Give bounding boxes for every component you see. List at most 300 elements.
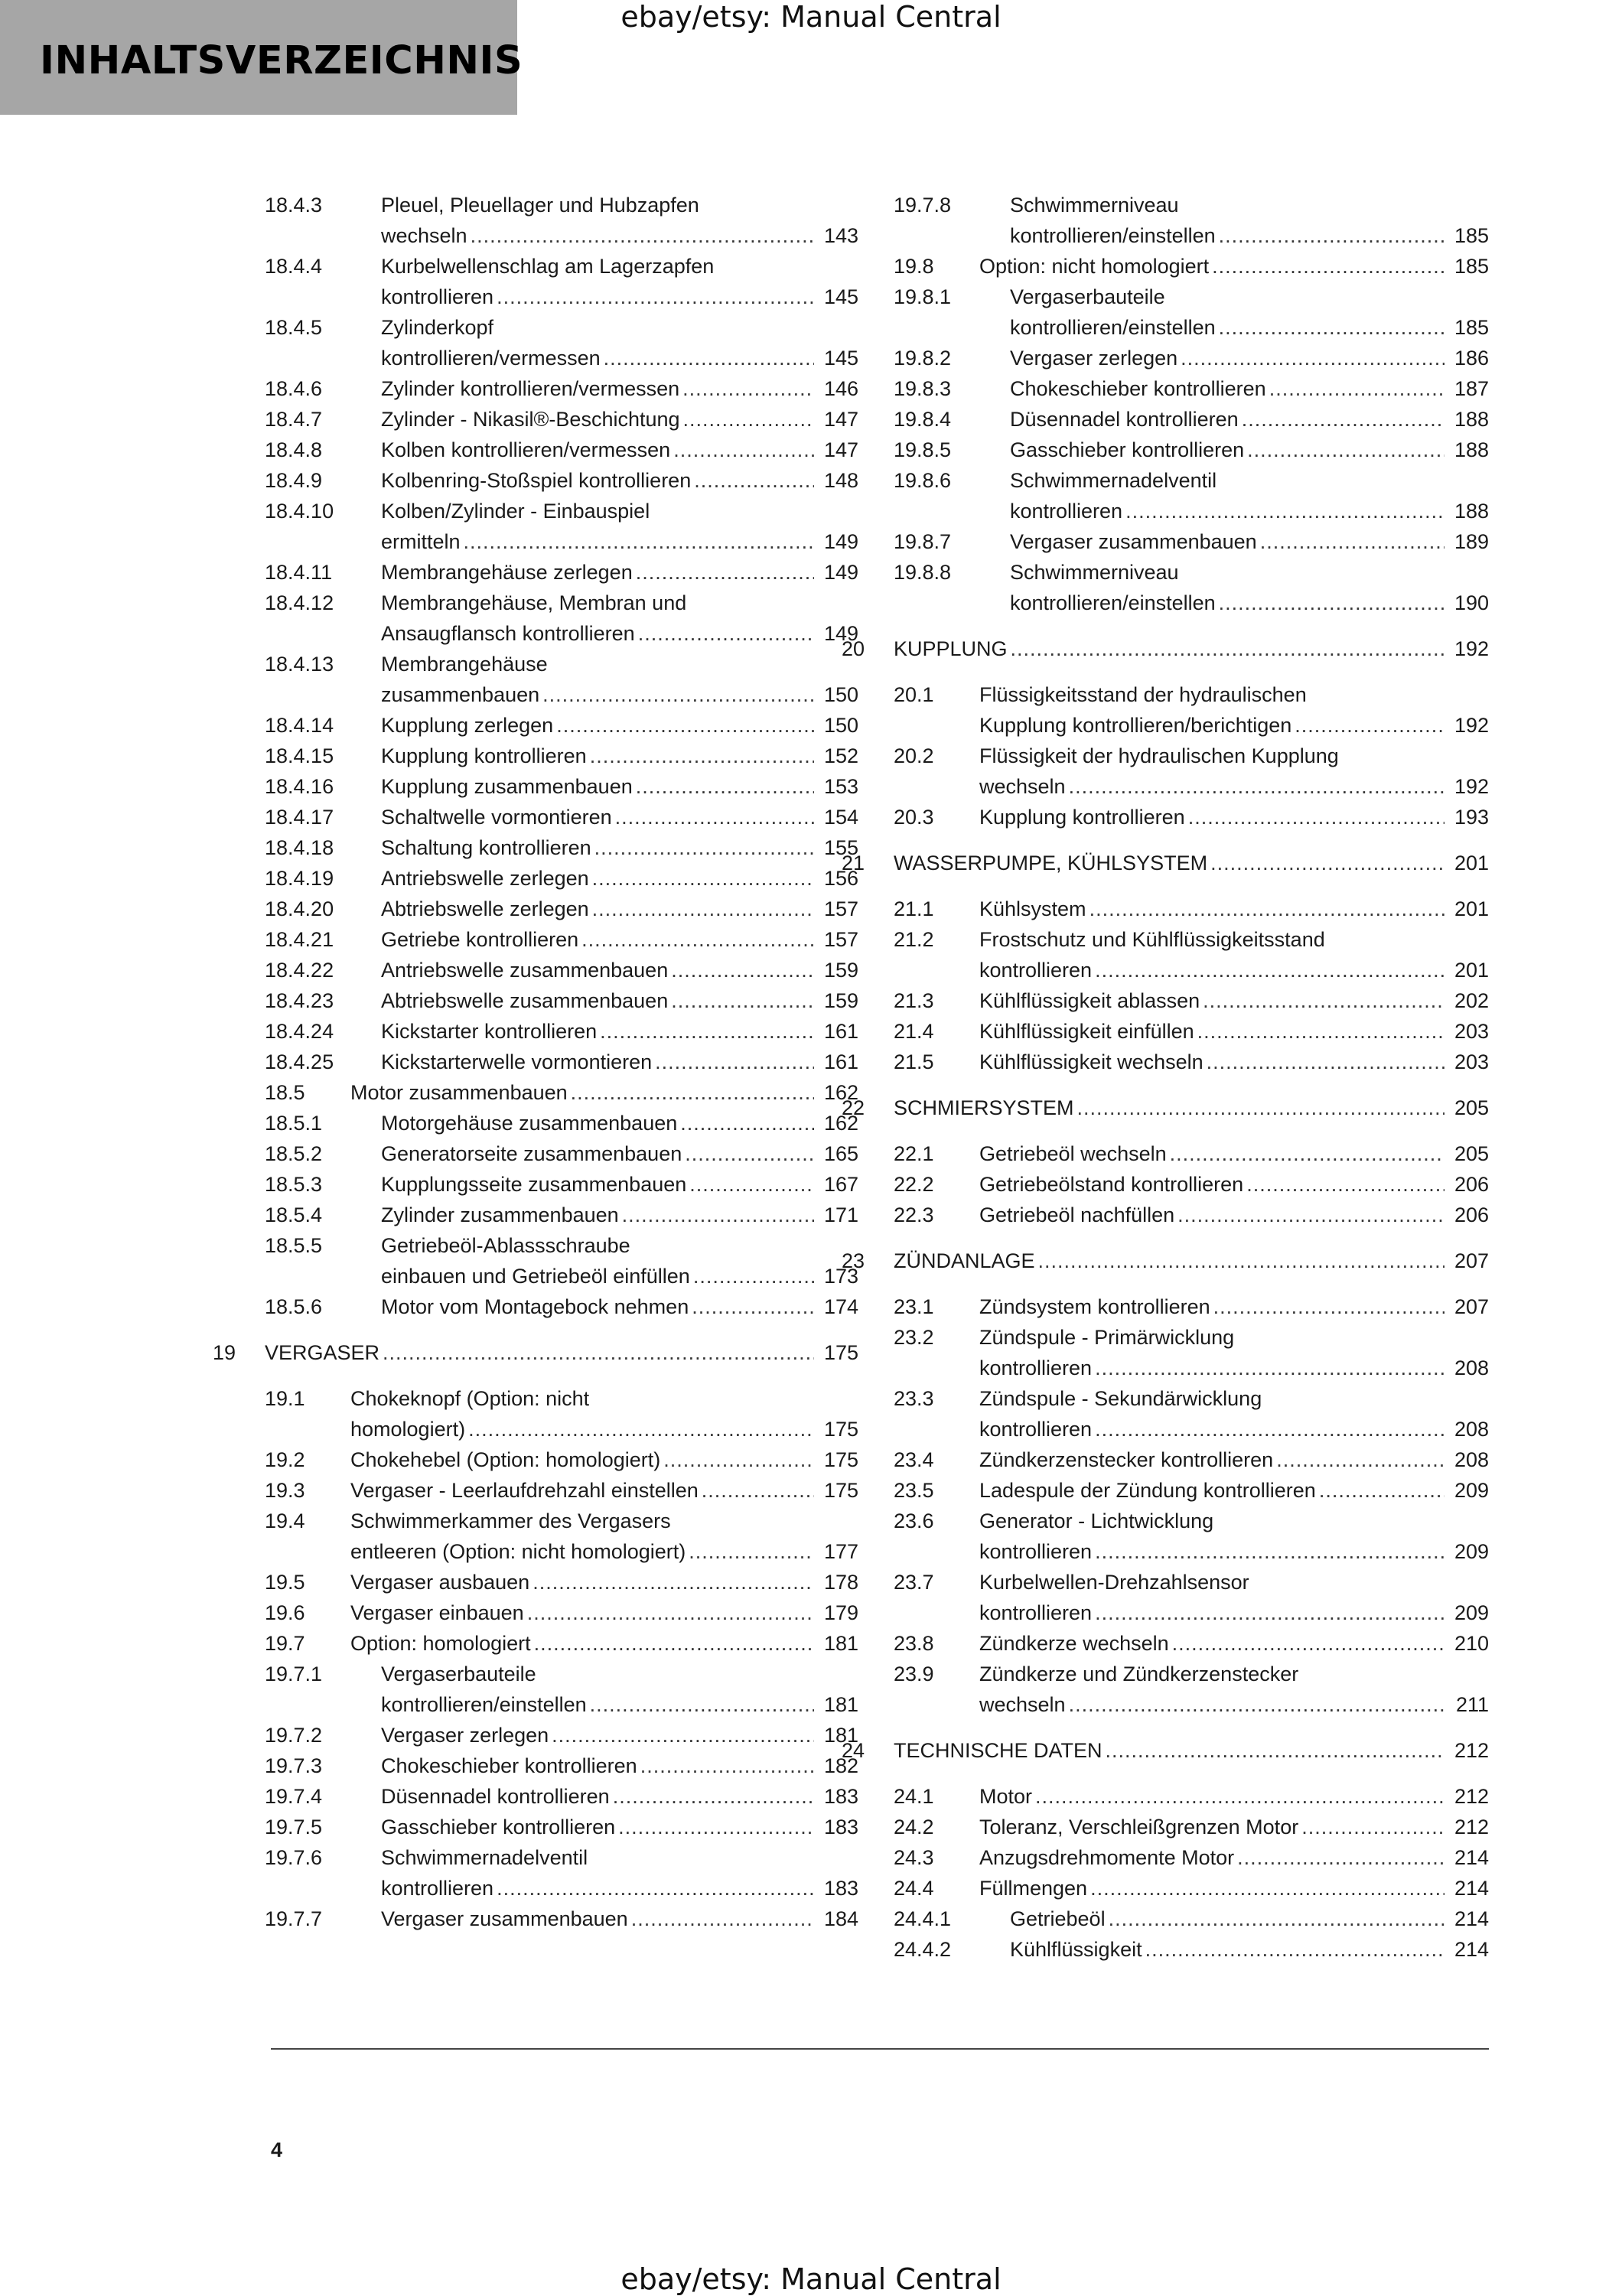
toc-entry-title (381, 924, 858, 955)
toc-entry-number: 18.4.18 (265, 836, 334, 859)
toc-entry-text: kontrollieren (979, 1540, 1093, 1563)
toc-page-number: 186 (1454, 347, 1489, 370)
toc-entry-line (381, 1781, 858, 1812)
toc-entry-title (381, 557, 858, 588)
toc-entry-text: Option: homologiert (350, 1632, 531, 1655)
toc-entry[interactable] (265, 1383, 858, 1444)
toc-entry-text: Anzugsdrehmomente Motor (979, 1846, 1235, 1869)
toc-entry[interactable] (894, 404, 1489, 435)
toc-page-number: 162 (823, 1081, 858, 1104)
toc-entry-number: 23.9 (894, 1663, 934, 1685)
toc-entry[interactable] (894, 985, 1489, 1016)
toc-entry[interactable] (894, 1781, 1489, 1812)
toc-entry[interactable] (894, 1444, 1489, 1475)
toc-entry-line (381, 496, 858, 526)
toc-entry-number: 18.5.6 (265, 1295, 323, 1318)
toc-page-number: 175 (823, 1418, 858, 1441)
toc-entry-text: Vergaserbauteile (1010, 285, 1165, 308)
toc-entry-number: 19.8.2 (894, 347, 952, 370)
toc-column-right (842, 190, 1489, 1965)
toc-entry-line (894, 1093, 1489, 1123)
toc-entry[interactable] (894, 1200, 1489, 1230)
toc-entry[interactable] (894, 465, 1489, 526)
toc-entry[interactable] (894, 1169, 1489, 1200)
toc-chapter[interactable] (842, 1246, 1489, 1276)
toc-entry-title (381, 1720, 858, 1750)
toc-entry[interactable] (894, 1934, 1489, 1965)
toc-entry-text: Membrangehäuse, Membran und (381, 591, 687, 614)
toc-dot-leader (542, 679, 814, 710)
toc-entry[interactable] (265, 741, 858, 771)
toc-entry[interactable] (265, 588, 858, 649)
toc-entry[interactable] (265, 1108, 858, 1138)
toc-entry-number: 23 (842, 1249, 865, 1272)
toc-entry[interactable] (265, 710, 858, 741)
toc-page-number: 161 (823, 1020, 858, 1043)
toc-entry-number: 18.5.4 (265, 1203, 323, 1226)
toc-entry-line (381, 588, 858, 618)
toc-dot-leader (1125, 496, 1444, 526)
toc-entry-number: 24.4.2 (894, 1938, 952, 1961)
toc-entry[interactable] (265, 771, 858, 802)
toc-dot-leader (527, 1597, 814, 1628)
toc-entry-text: Vergaser zerlegen (1010, 347, 1178, 370)
toc-entry-title (894, 848, 1489, 878)
toc-entry[interactable] (894, 1016, 1489, 1047)
toc-entry-title (894, 1093, 1489, 1123)
toc-entry-text: Generator - Lichtwicklung (979, 1509, 1214, 1532)
toc-entry-title (894, 1735, 1489, 1766)
toc-entry-number: 18.5.3 (265, 1173, 323, 1196)
toc-page-number: 179 (823, 1601, 858, 1624)
toc-entry-number: 19.7 (265, 1632, 305, 1655)
toc-entry[interactable] (265, 1781, 858, 1812)
toc-entry-line (381, 373, 858, 404)
toc-entry[interactable] (894, 1475, 1489, 1506)
toc-entry-number: 18.5 (265, 1081, 305, 1104)
toc-entry-text: Schwimmerniveau (1010, 194, 1179, 217)
toc-chapter[interactable] (842, 1735, 1489, 1766)
toc-entry[interactable] (894, 1628, 1489, 1659)
toc-entry-number: 18.4.11 (265, 561, 333, 584)
toc-entry-line (381, 863, 858, 894)
toc-dot-leader (581, 924, 814, 955)
toc-entry-title (350, 1475, 858, 1506)
toc-dot-leader (1109, 1904, 1444, 1934)
toc-entry[interactable] (265, 1077, 858, 1108)
toc-entry-line (381, 312, 858, 343)
toc-entry-line (1010, 1904, 1489, 1934)
toc-entry-line (979, 802, 1489, 832)
toc-entry-line (381, 1842, 858, 1873)
toc-entry[interactable] (265, 1628, 858, 1659)
toc-entry-number: 19.7.4 (265, 1785, 323, 1808)
toc-entry-line (1010, 496, 1489, 526)
toc-entry[interactable] (894, 1383, 1489, 1444)
toc-entry[interactable] (894, 1873, 1489, 1904)
toc-entry-text: Kupplung kontrollieren (979, 806, 1185, 829)
toc-entry-text: Kupplung zusammenbauen (381, 775, 633, 798)
toc-entry[interactable] (265, 1567, 858, 1597)
toc-entry-number: 18.4.10 (265, 500, 334, 523)
toc-page-number: 148 (823, 469, 858, 492)
toc-entry[interactable] (265, 465, 858, 496)
toc-entry[interactable] (894, 924, 1489, 985)
toc-entry-line (350, 1628, 858, 1659)
toc-page-number: 185 (1454, 316, 1489, 339)
toc-entry-number: 19 (213, 1341, 236, 1364)
toc-dot-leader (592, 863, 814, 894)
toc-entry-text: Motor vom Montagebock nehmen (381, 1295, 689, 1318)
toc-entry-line (979, 1659, 1489, 1689)
toc-entry-number: 18.4.9 (265, 469, 323, 492)
toc-entry[interactable] (265, 1444, 858, 1475)
toc-entry-text: Option: nicht homologiert (979, 255, 1210, 278)
toc-entry-number: 19.8.1 (894, 285, 952, 308)
toc-dot-leader (1207, 1047, 1444, 1077)
toc-page-number: 154 (823, 806, 858, 829)
toc-entry-title (979, 802, 1489, 832)
toc-entry-number: 22.1 (894, 1142, 934, 1165)
toc-entry[interactable] (894, 282, 1489, 343)
toc-dot-leader (685, 1138, 814, 1169)
toc-dot-leader (1095, 1414, 1444, 1444)
toc-entry-line (381, 1291, 858, 1322)
toc-entry[interactable] (894, 802, 1489, 832)
toc-entry-text: Gasschieber kontrollieren (1010, 438, 1245, 461)
toc-entry-line (350, 1597, 858, 1628)
toc-page-number: 188 (1454, 408, 1489, 431)
toc-entry-line (350, 1567, 858, 1597)
toc-entry[interactable] (265, 802, 858, 832)
toc-entry[interactable] (894, 557, 1489, 618)
toc-entry-title (350, 1628, 858, 1659)
toc-dot-leader (702, 1475, 814, 1506)
toc-entry-line (381, 679, 858, 710)
toc-entry-title (381, 1750, 858, 1781)
toc-page-number: 149 (823, 561, 858, 584)
toc-entry-title (1010, 435, 1489, 465)
toc-entry-text: Zündkerze und Zündkerzenstecker (979, 1663, 1299, 1685)
toc-entry-text: kontrollieren/einstellen (381, 1693, 587, 1716)
toc-entry[interactable] (894, 1842, 1489, 1873)
toc-entry-number: 19.1 (265, 1387, 305, 1410)
toc-entry-text: kontrollieren (381, 285, 494, 308)
toc-entry[interactable] (265, 373, 858, 404)
toc-dot-leader (497, 282, 814, 312)
toc-entry-title (381, 710, 858, 741)
toc-entry-title (979, 251, 1489, 282)
toc-dot-leader (1106, 1735, 1444, 1766)
toc-entry-text: kontrollieren (979, 1601, 1093, 1624)
toc-entry-number: 19.8.4 (894, 408, 952, 431)
toc-page-number: 159 (823, 959, 858, 982)
toc-entry-number: 23.8 (894, 1632, 934, 1655)
toc-page-number: 143 (823, 224, 858, 247)
toc-entry-text: Vergaser zusammenbauen (381, 1907, 628, 1930)
toc-dot-leader (1145, 1934, 1444, 1965)
toc-page-number: 212 (1454, 1739, 1489, 1762)
toc-entry[interactable] (265, 1230, 858, 1291)
toc-entry-number: 23.6 (894, 1509, 934, 1532)
toc-entry-line (350, 1077, 858, 1108)
toc-entry-line (979, 1842, 1489, 1873)
toc-dot-leader (689, 1536, 814, 1567)
toc-entry[interactable] (894, 526, 1489, 557)
toc-entry[interactable] (265, 832, 858, 863)
toc-dot-leader (1095, 1597, 1444, 1628)
toc-entry-line (381, 1750, 858, 1781)
toc-entry-title (381, 894, 858, 924)
toc-entry[interactable] (894, 894, 1489, 924)
toc-entry-number: 18.4.20 (265, 897, 334, 920)
toc-entry-title (381, 1812, 858, 1842)
toc-entry-text: wechseln (979, 1693, 1066, 1716)
toc-entry-title (979, 741, 1489, 802)
toc-entry-title (381, 985, 858, 1016)
toc-entry-text: Getriebeöl nachfüllen (979, 1203, 1175, 1226)
toc-entry-number: 19.8.5 (894, 438, 952, 461)
toc-entry-line (979, 710, 1489, 741)
toc-entry-number: 23.1 (894, 1295, 934, 1318)
toc-entry[interactable] (265, 404, 858, 435)
toc-entry-text: kontrollieren/einstellen (1010, 224, 1216, 247)
toc-entry-text: Toleranz, Verschleißgrenzen Motor (979, 1816, 1299, 1838)
toc-entry-line (381, 190, 858, 220)
toc-dot-leader (1212, 251, 1444, 282)
toc-dot-leader (1095, 1536, 1444, 1567)
toc-entry-title (381, 863, 858, 894)
toc-page-number: 209 (1454, 1479, 1489, 1502)
toc-entry-line (979, 1781, 1489, 1812)
toc-entry[interactable] (265, 1842, 858, 1904)
toc-entry-line (381, 1689, 858, 1720)
toc-entry-line (979, 771, 1489, 802)
toc-entry-number: 20.1 (894, 683, 934, 706)
toc-dot-leader (692, 1291, 814, 1322)
toc-entry-number: 19.7.5 (265, 1816, 323, 1838)
toc-entry-number: 19.8.6 (894, 469, 952, 492)
toc-entry-line (979, 1873, 1489, 1904)
toc-page-number: 209 (1454, 1601, 1489, 1624)
toc-entry[interactable] (265, 1047, 858, 1077)
toc-dot-leader (604, 343, 814, 373)
toc-entry[interactable] (894, 1506, 1489, 1567)
toc-entry[interactable] (265, 435, 858, 465)
toc-entry-text: kontrollieren (381, 1877, 494, 1900)
toc-page-number: 181 (823, 1724, 858, 1747)
toc-entry-line (381, 1261, 858, 1291)
toc-entry-line (1010, 404, 1489, 435)
toc-entry-title (381, 465, 858, 496)
toc-entry-number: 23.4 (894, 1448, 934, 1471)
toc-entry-text: kontrollieren/einstellen (1010, 591, 1216, 614)
toc-page-number: 214 (1454, 1938, 1489, 1961)
toc-entry-line (979, 1138, 1489, 1169)
toc-entry-line (381, 220, 858, 251)
toc-entry[interactable] (894, 251, 1489, 282)
toc-entry-number: 18.4.12 (265, 591, 334, 614)
toc-entry[interactable] (894, 343, 1489, 373)
toc-entry[interactable] (265, 1291, 858, 1322)
toc-dot-leader (1219, 312, 1444, 343)
toc-entry[interactable] (894, 741, 1489, 802)
toc-page-number: 214 (1454, 1877, 1489, 1900)
toc-entry[interactable] (894, 1322, 1489, 1383)
toc-entry-line (381, 618, 858, 649)
toc-entry-line (381, 465, 858, 496)
toc-entry-line (1010, 557, 1489, 588)
toc-page-number: 182 (823, 1754, 858, 1777)
toc-entry[interactable] (265, 894, 858, 924)
toc-dot-leader (468, 1414, 814, 1444)
toc-entry-text: Kühlflüssigkeit (1010, 1938, 1142, 1961)
toc-entry-number: 24.3 (894, 1846, 934, 1869)
toc-page-number: 177 (823, 1540, 858, 1563)
toc-entry-number: 18.4.24 (265, 1020, 334, 1043)
toc-entry-title (350, 1444, 858, 1475)
toc-page-number: 147 (823, 408, 858, 431)
toc-entry[interactable] (265, 557, 858, 588)
toc-entry-title (381, 588, 858, 649)
toc-entry-text: TECHNISCHE DATEN (894, 1739, 1103, 1762)
toc-dot-leader (464, 526, 814, 557)
toc-entry-text: Kupplung kontrollieren (381, 744, 587, 767)
toc-entry-line (979, 1689, 1489, 1720)
toc-entry[interactable] (894, 435, 1489, 465)
toc-entry[interactable] (265, 1812, 858, 1842)
toc-page-number: 209 (1454, 1540, 1489, 1563)
toc-entry-text: zusammenbauen (381, 683, 540, 706)
toc-dot-leader (1177, 1200, 1444, 1230)
toc-dot-leader (1242, 404, 1444, 435)
toc-entry-title (381, 190, 858, 251)
toc-page-number: 187 (1454, 377, 1489, 400)
toc-dot-leader (655, 1047, 814, 1077)
toc-entry[interactable] (265, 190, 858, 251)
toc-entry-text: kontrollieren (979, 1356, 1093, 1379)
toc-entry[interactable] (265, 863, 858, 894)
toc-entry-text: Kickstarter kontrollieren (381, 1020, 598, 1043)
toc-column-left (213, 190, 858, 1934)
toc-entry-text: Zündspule - Primärwicklung (979, 1326, 1235, 1349)
toc-entry[interactable] (265, 1750, 858, 1781)
toc-entry-text: Zündkerze wechseln (979, 1632, 1169, 1655)
toc-entry[interactable] (894, 1047, 1489, 1077)
toc-entry[interactable] (894, 373, 1489, 404)
toc-entry-line (381, 771, 858, 802)
toc-entry-line (979, 679, 1489, 710)
toc-entry-title (381, 771, 858, 802)
toc-entry-text: Membrangehäuse (381, 653, 548, 676)
toc-entry-title (381, 1047, 858, 1077)
toc-page-number: 207 (1454, 1295, 1489, 1318)
toc-entry-text: Gasschieber kontrollieren (381, 1816, 616, 1838)
toc-entry[interactable] (265, 649, 858, 710)
toc-dot-leader (1219, 588, 1444, 618)
toc-entry-number: 21.4 (894, 1020, 934, 1043)
toc-entry-number: 18.4.13 (265, 653, 334, 676)
toc-entry[interactable] (265, 1597, 858, 1628)
toc-dot-leader (1170, 1138, 1444, 1169)
toc-entry[interactable] (265, 1138, 858, 1169)
toc-entry[interactable] (265, 1506, 858, 1567)
toc-entry[interactable] (894, 1138, 1489, 1169)
toc-entry[interactable] (265, 251, 858, 312)
toc-entry-text: Zylinder - Nikasil®-Beschichtung (381, 408, 680, 431)
toc-entry[interactable] (894, 190, 1489, 251)
toc-entry[interactable] (265, 924, 858, 955)
toc-entry[interactable] (894, 1291, 1489, 1322)
toc-entry[interactable] (894, 1904, 1489, 1934)
toc-page-number: 153 (823, 775, 858, 798)
toc-entry[interactable] (265, 1659, 858, 1720)
toc-entry[interactable] (894, 1659, 1489, 1720)
toc-entry-text: Düsennadel kontrollieren (1010, 408, 1239, 431)
toc-page-number: 175 (823, 1448, 858, 1471)
toc-page-number: 159 (823, 989, 858, 1012)
toc-page-number: 205 (1454, 1096, 1489, 1119)
toc-page-number: 208 (1454, 1418, 1489, 1441)
toc-entry[interactable] (894, 679, 1489, 741)
toc-entry[interactable] (265, 1720, 858, 1750)
toc-page-number: 192 (1454, 637, 1489, 660)
toc-entry-title (979, 1016, 1489, 1047)
toc-entry-number: 18.4.25 (265, 1050, 334, 1073)
toc-dot-leader (1035, 1781, 1444, 1812)
toc-entry-title (381, 1781, 858, 1812)
toc-entry-title (894, 633, 1489, 664)
toc-entry[interactable] (894, 1567, 1489, 1628)
toc-chapter[interactable] (213, 1337, 858, 1368)
toc-page-number: 192 (1454, 714, 1489, 737)
toc-page-number: 188 (1454, 500, 1489, 523)
toc-page-number: 212 (1454, 1816, 1489, 1838)
toc-entry-text: kontrollieren (1010, 500, 1123, 523)
toc-page-number: 178 (823, 1571, 858, 1594)
toc-entry[interactable] (265, 955, 858, 985)
toc-entry[interactable] (265, 1904, 858, 1934)
toc-entry-text: homologiert) (350, 1418, 466, 1441)
toc-entry[interactable] (265, 985, 858, 1016)
toc-dot-leader (1069, 1689, 1444, 1720)
toc-entry-text: wechseln (979, 775, 1066, 798)
toc-entry-text: Füllmengen (979, 1877, 1088, 1900)
toc-entry-text: SCHMIERSYSTEM (894, 1096, 1074, 1119)
toc-entry[interactable] (265, 496, 858, 557)
toc-entry-line (979, 1812, 1489, 1842)
toc-entry[interactable] (894, 1812, 1489, 1842)
toc-entry-line (979, 894, 1489, 924)
toc-entry[interactable] (265, 1475, 858, 1506)
toc-entry-title (979, 1475, 1489, 1506)
toc-entry[interactable] (265, 312, 858, 373)
toc-dot-leader (680, 1108, 814, 1138)
toc-chapter[interactable] (842, 633, 1489, 664)
toc-entry[interactable] (265, 1200, 858, 1230)
toc-dot-leader (638, 618, 814, 649)
toc-entry[interactable] (265, 1169, 858, 1200)
toc-entry[interactable] (265, 1016, 858, 1047)
toc-chapter[interactable] (842, 848, 1489, 878)
toc-entry-line (1010, 588, 1489, 618)
toc-chapter[interactable] (842, 1093, 1489, 1123)
toc-entry-line (1010, 526, 1489, 557)
toc-entry-number: 19.7.8 (894, 194, 952, 217)
footer-divider (271, 2048, 1489, 2050)
toc-dot-leader (1095, 955, 1444, 985)
toc-entry-text: Schwimmernadelventil (381, 1846, 588, 1869)
